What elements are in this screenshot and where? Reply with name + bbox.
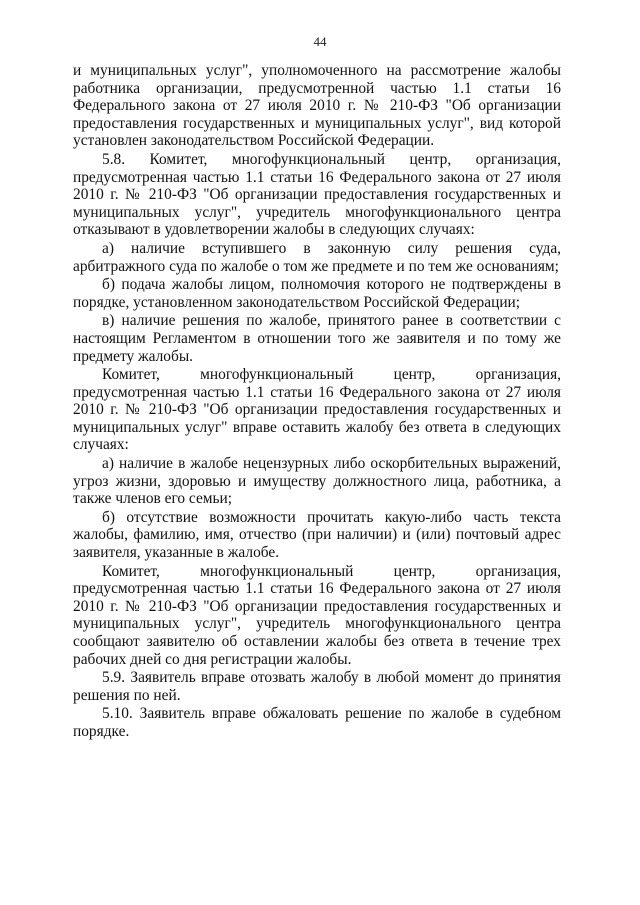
paragraph-5-10: 5.10. Заявитель вправе обжаловать решение по жалобе в судебном порядке. — [73, 705, 561, 740]
page-number: 44 — [313, 34, 327, 49]
paragraph-notify-applicant: Комитет, многофункциональный центр, организация, предусмотренная частью 1.1 статьи 16 Федерального закона от 27 июля 2010 г. № 210-ФЗ "Об организации предоставления государственных и муниципальных услуг", учредитель многофункционального центра сообщают заявителю об оставлении жалобы без ответа в течение трех рабочих дней со дня регистрации жалобы. — [73, 562, 561, 668]
document-body — [73, 62, 561, 742]
paragraph-5-9: 5.9. Заявитель вправе отозвать жалобу в любой момент до принятия решения по ней. — [73, 669, 561, 704]
paragraph-5-8: 5.8. Комитет, многофункциональный центр, организация, предусмотренная частью 1.1 статьи 16 Федерального закона от 27 июля 2010 г. № 210-ФЗ "Об организации предоставления государственных и муниципальных услуг", учредитель многофункционального центра отказывают в удовлетворении жалобы в следующих случаях: — [73, 150, 561, 239]
paragraph-5-8-b: б) подача жалобы лицом, полномочия которого не подтверждены в порядке, установленном законодательством Российской Федерации; — [73, 276, 561, 311]
paragraph-no-answer-a: а) наличие в жалобе нецензурных либо оскорбительных выражений, угроз жизни, здоровью и имуществу должностного лица, работника, а также членов его семьи; — [73, 455, 561, 508]
paragraph-5-8-c: в) наличие решения по жалобе, принятого ранее в соответствии с настоящим Регламентом в отношении того же заявителя и по тому же предмету жалобы. — [73, 312, 561, 365]
paragraph-continuation: и муниципальных услуг", уполномоченного на рассмотрение жалобы работника организации, предусмотренной частью 1.1 статьи 16 Федерального закона от 27 июля 2010 г. № 210-ФЗ "Об организации предоставления государственных и муниципальных услуг", вид которой установлен законодательством Российской Федерации. — [73, 62, 561, 150]
paragraph-5-8-a: а) наличие вступившего в законную силу решения суда, арбитражного суда по жалобе о том же предмете и по тем же основаниям; — [73, 239, 561, 275]
paragraph-no-answer-b: б) отсутствие возможности прочитать какую-либо часть текста жалобы, фамилию, имя, отчество (при наличии) и (или) почтовый адрес заявителя, указанные в жалобе. — [73, 508, 561, 562]
paragraph-no-answer-cases: Комитет, многофункциональный центр, организация, предусмотренная частью 1.1 статьи 16 Федерального закона от 27 июля 2010 г. № 210-ФЗ "Об организации предоставления государственных и муниципальных услуг" вправе оставить жалобу без ответа в следующих случаях: — [73, 366, 561, 454]
